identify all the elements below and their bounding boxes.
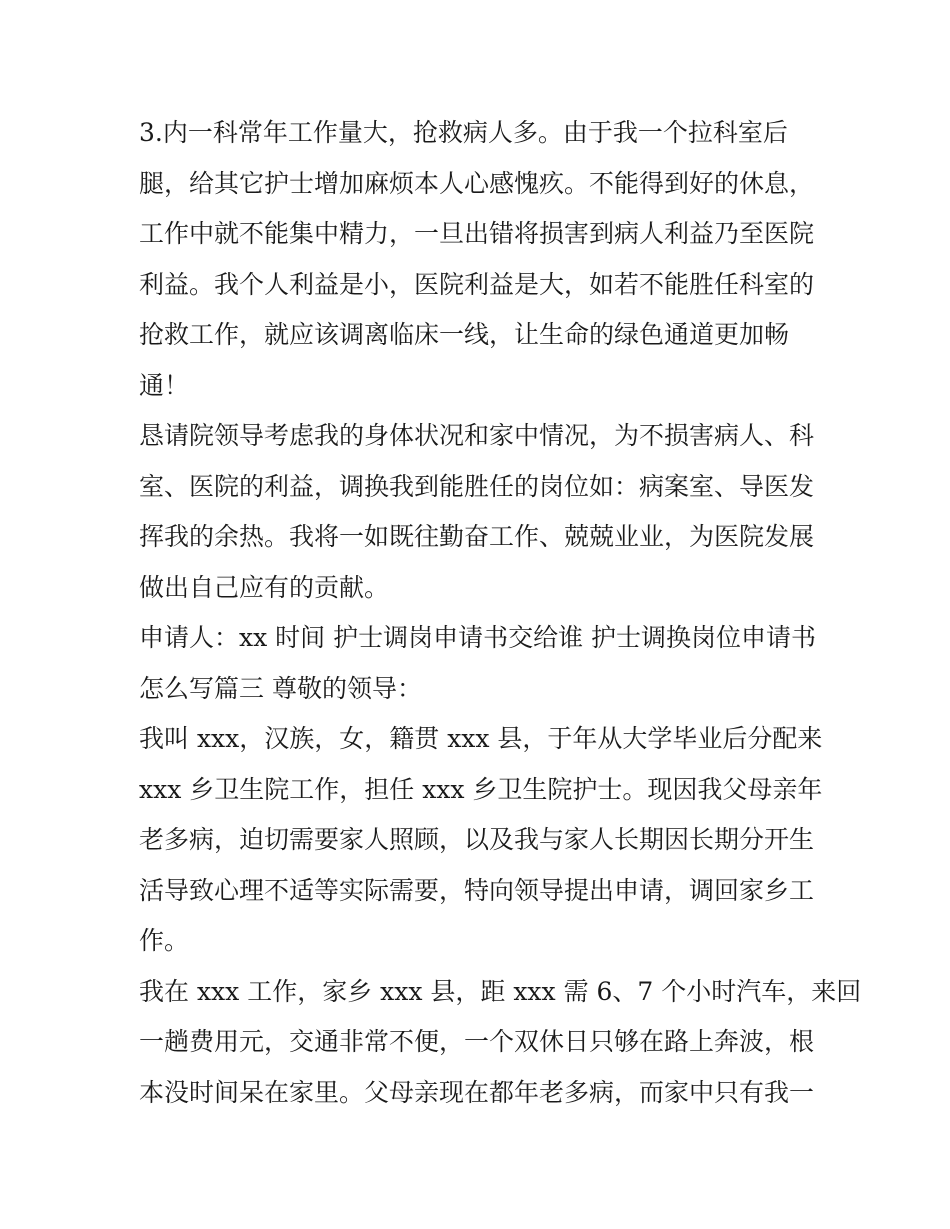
text-line: 挥我的余热。我将一如既往勤奋工作、兢兢业业，为医院发展 (139, 522, 815, 551)
text-line: 腿，给其它护士增加麻烦本人心感愧疚。不能得到好的休息， (139, 168, 815, 198)
paragraph (139, 108, 819, 411)
text-line: 申请人：xx 时间 护士调岗申请书交给谁 护士调换岗位申请书 (139, 623, 817, 652)
text-line: 本没时间呆在家里。父母亲现在都年老多病，而家中只有我一 (139, 1077, 815, 1107)
paragraph (139, 714, 823, 967)
text-line: 室、医院的利益，调换我到能胜任的岗位如：病案室、导医发 (139, 471, 815, 501)
paragraph (139, 967, 862, 1119)
text-line: 活导致心理不适等实际需要，特向领导提出申请，调回家乡工 (139, 875, 815, 905)
text-line: 恳请院领导考虑我的身体状况和家中情况，为不损害病人、科 (139, 421, 815, 450)
text-line: 我在 xxx 工作，家乡 xxx 县，距 xxx 需 6、7 个小时汽车，来回 (139, 976, 862, 1006)
text-line: 工作中就不能集中精力，一旦出错将损害到病人利益乃至医院 (139, 219, 815, 248)
text-line: 3.内一科常年工作量大，抢救病人多。由于我一个拉科室后 (139, 118, 788, 147)
paragraph (139, 411, 819, 613)
text-line: 做出自己应有的贡献。 (139, 572, 390, 602)
text-line: 通！ (139, 370, 190, 400)
text-line: 利益。我个人利益是小，医院利益是大，如若不能胜任科室的 (139, 269, 815, 299)
paragraph (139, 613, 819, 714)
text-line: 怎么写篇三 尊敬的领导： (139, 673, 422, 703)
text-line: 作。 (139, 926, 190, 955)
text-line: xxx 乡卫生院工作，担任 xxx 乡卫生院护士。现因我父母亲年 (139, 774, 823, 804)
document-body (139, 108, 862, 1118)
text-line: 抢救工作，就应该调离临床一线，让生命的绿色通道更加畅 (139, 320, 790, 349)
text-line: 老多病，迫切需要家人照顾，以及我与家人长期因长期分开生 (139, 825, 815, 854)
text-line: 一趟费用元，交通非常不便，一个双休日只够在路上奔波，根 (139, 1027, 815, 1056)
text-line: 我叫 xxx，汉族，女，籍贯 xxx 县，于年从大学毕业后分配来 (139, 724, 823, 753)
